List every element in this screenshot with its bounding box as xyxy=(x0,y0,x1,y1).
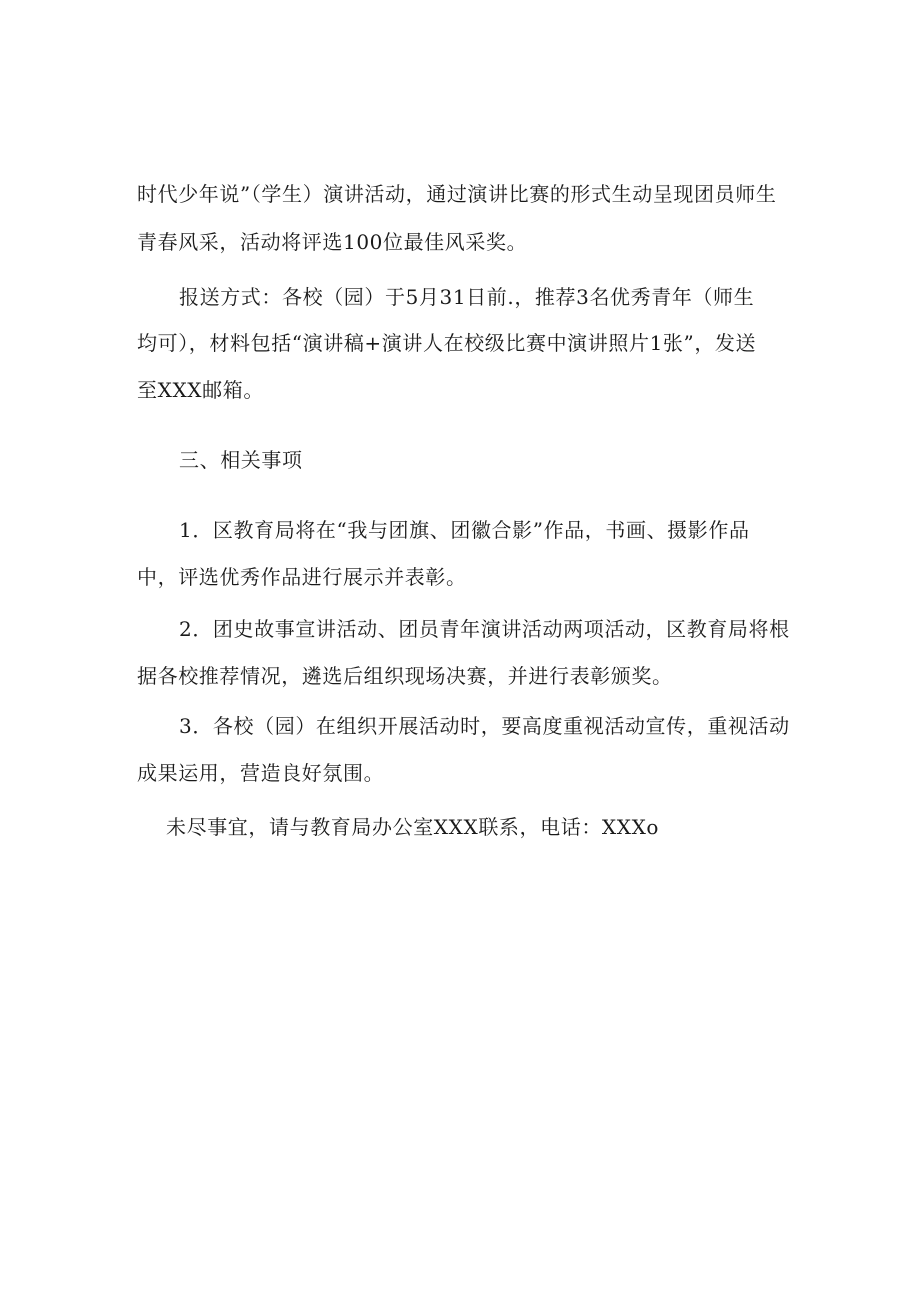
closing-note: 未尽事宜，请与教育局办公室XXX联系，电话：XXXo xyxy=(166,815,660,839)
section-heading: 三、相关事项 xyxy=(179,448,303,472)
intro-paragraph-line-1: 时代少年说”（学生）演讲活动，通过演讲比赛的形式生动呈现团员师生 xyxy=(137,182,777,206)
item-2-line-2: 据各校推荐情况，遴选后组织现场决赛，并进行表彰颁奖。 xyxy=(137,664,673,688)
item-2-line-1: 2．团史故事宣讲活动、团员青年演讲活动两项活动，区教育局将根 xyxy=(179,617,790,641)
item-1-line-2: 中，评选优秀作品进行展示并表彰。 xyxy=(137,565,467,589)
submission-paragraph-line-1: 报送方式：各校（园）于5月31日前.，推荐3名优秀青年（师生 xyxy=(179,285,755,309)
item-1-line-1: 1．区教育局将在“我与团旗、团徽合影”作品，书画、摄影作品 xyxy=(179,518,750,542)
submission-paragraph-line-3: 至XXX邮箱。 xyxy=(137,378,264,402)
item-3-line-2: 成果运用，营造良好氛围。 xyxy=(137,761,385,785)
submission-paragraph-line-2: 均可），材料包括“演讲稿+演讲人在校级比赛中演讲照片1张”，发送 xyxy=(137,331,757,355)
item-3-line-1: 3．各校（园）在组织开展活动时，要高度重视活动宣传，重视活动 xyxy=(179,714,790,738)
intro-paragraph-line-2: 青春风采，活动将评选100位最佳风采奖。 xyxy=(137,230,528,254)
